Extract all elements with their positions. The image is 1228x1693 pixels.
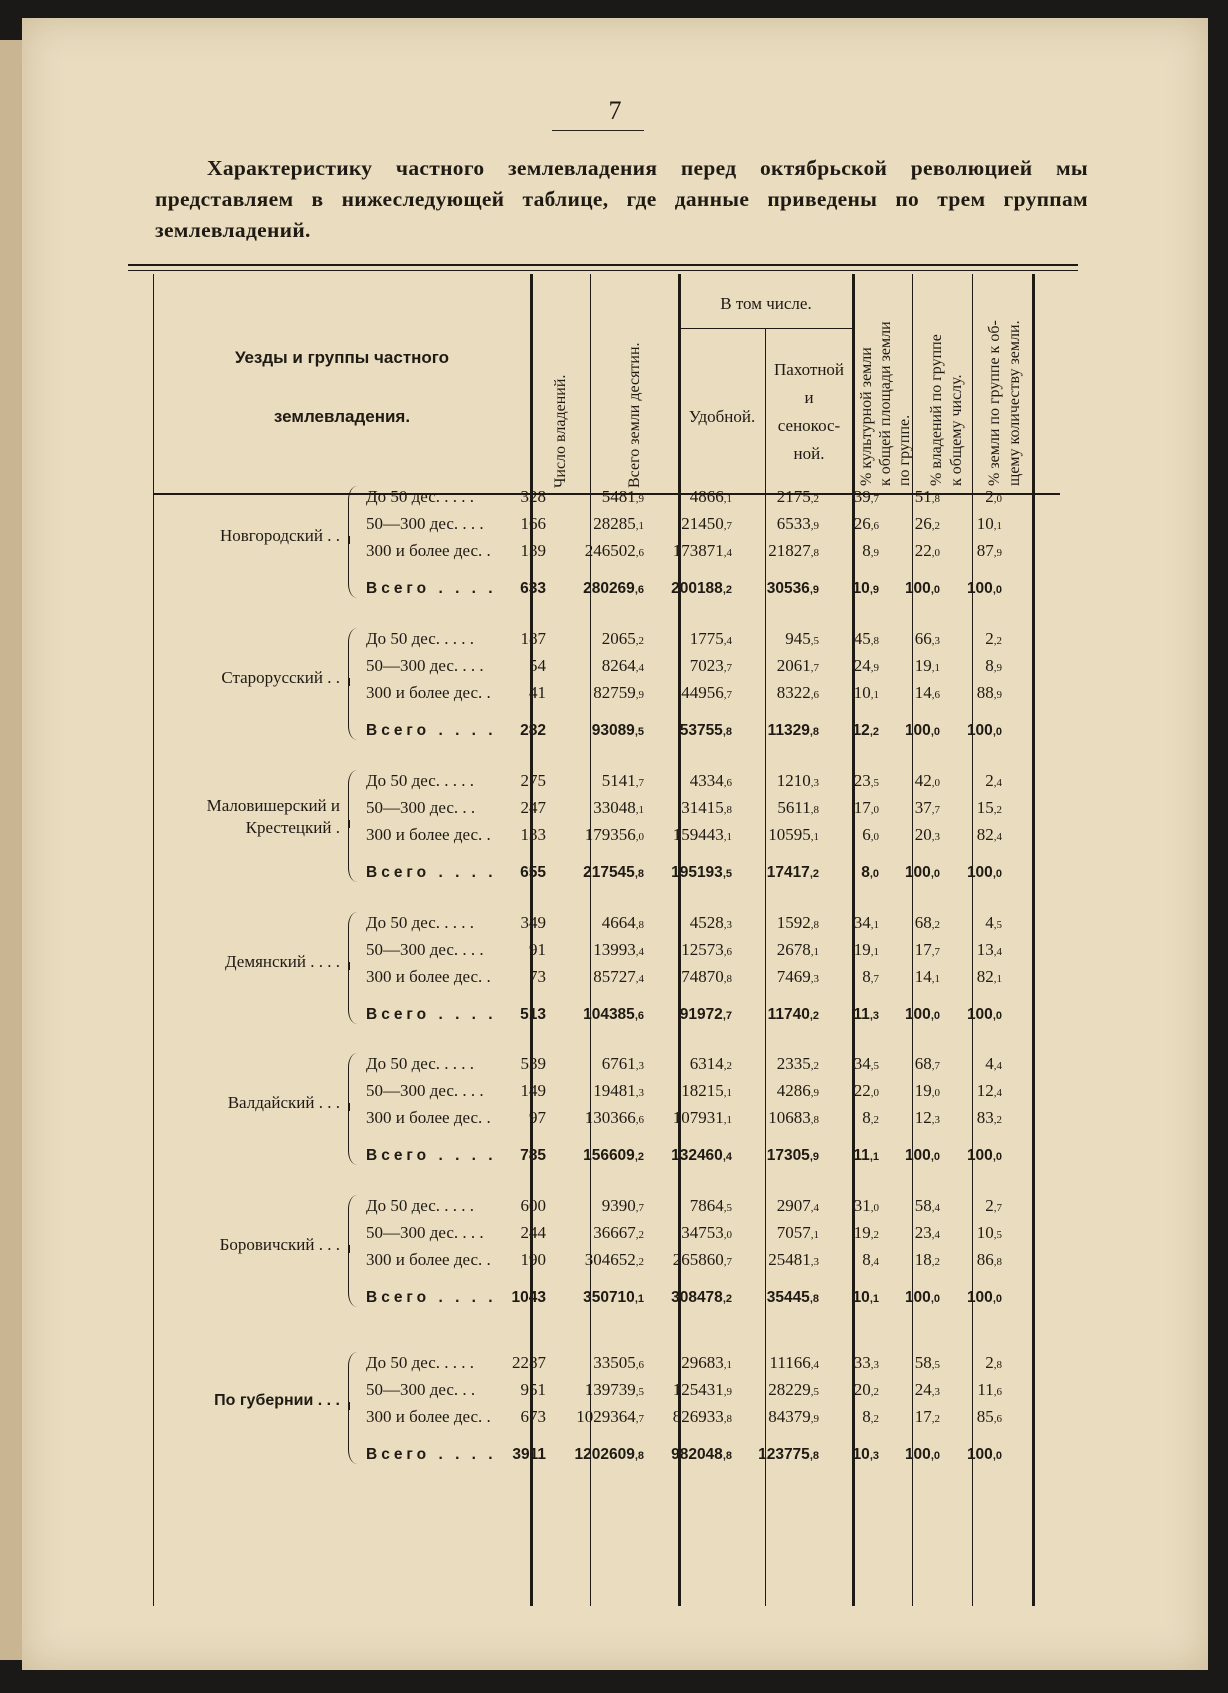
- header-holdings-count: Число владений.: [552, 374, 569, 488]
- table-row: [22, 1220, 1208, 1246]
- header-region-1: Уезды и группы частного: [234, 348, 450, 367]
- group-label: 300 и более дес. .: [366, 683, 491, 702]
- col-arable: 6314,2: [689, 1054, 732, 1073]
- col-plowed: 7057,1: [776, 1223, 819, 1242]
- region-name: Старорусский . .: [221, 668, 340, 687]
- col-pct-land: 12,4: [976, 1081, 1002, 1100]
- group-label: 50—300 дес. . . .: [366, 1081, 484, 1100]
- col-total: 280269,6: [583, 580, 644, 597]
- col-pct-holdings: 19,1: [914, 656, 940, 675]
- table-row: [22, 1193, 1208, 1219]
- group-label: До 50 дес. . . . .: [366, 1054, 475, 1073]
- col-total: 28285,1: [593, 514, 644, 533]
- group-label: Всего . . . .: [366, 722, 497, 739]
- page-number-rule: [552, 130, 644, 131]
- table-row: [22, 680, 1208, 706]
- col-pct-land: 2,0: [985, 487, 1002, 506]
- col-holdings: 97: [529, 1108, 546, 1127]
- intro-text: Характеристику частного землевладения перед октябрьской революцией мы представляем в нижеследующей таблице, где данные приведены по трем группам землевладений.: [155, 156, 1088, 242]
- col-plowed: 1210,3: [776, 771, 819, 790]
- col-pct-land: 2,8: [985, 1353, 1002, 1372]
- col-pct-land: 100,0: [966, 864, 1002, 881]
- col-plowed: 6533,9: [776, 514, 819, 533]
- header-pct-cultured-1: % культурной земли: [858, 347, 875, 486]
- col-pct-cultured: 8,7: [862, 967, 879, 986]
- col-pct-holdings: 100,0: [904, 580, 940, 597]
- col-pct-holdings: 100,0: [904, 864, 940, 881]
- col-pct-holdings: 100,0: [904, 1006, 940, 1023]
- col-pct-holdings: 66,3: [914, 629, 940, 648]
- col-total: 5141,7: [601, 771, 644, 790]
- table-row: [22, 1404, 1208, 1430]
- group-label: До 50 дес. . . . .: [366, 1196, 475, 1215]
- col-holdings: 951: [520, 1380, 546, 1399]
- group-label: До 50 дес. . . . .: [366, 913, 475, 932]
- col-pct-land: 100,0: [966, 1006, 1002, 1023]
- col-arable: 159443,1: [672, 825, 732, 844]
- col-plowed: 4286,9: [776, 1081, 819, 1100]
- table-row-total: [22, 718, 1208, 744]
- col-total: 104385,6: [583, 1006, 644, 1023]
- col-pct-cultured: 8,9: [862, 541, 879, 560]
- col-arable: 74870,8: [681, 967, 732, 986]
- table-row: [22, 1377, 1208, 1403]
- table-row-total: [22, 860, 1208, 886]
- col-pct-holdings: 58,4: [914, 1196, 940, 1215]
- col-plowed: 17417,2: [766, 864, 819, 881]
- col-pct-holdings: 68,2: [914, 913, 940, 932]
- col-arable: 107931,1: [672, 1108, 732, 1127]
- table-row: [22, 937, 1208, 963]
- col-arable: 982048,8: [671, 1446, 732, 1463]
- col-pct-cultured: 23,5: [853, 771, 879, 790]
- col-total: 2065,2: [601, 629, 644, 648]
- col-pct-land: 2,7: [985, 1196, 1002, 1215]
- col-plowed: 2175,2: [776, 487, 819, 506]
- col-pct-land: 13,4: [976, 940, 1002, 959]
- col-pct-holdings: 42,0: [914, 771, 940, 790]
- table-row-total: [22, 1442, 1208, 1468]
- region-name: Демянский . . . .: [224, 952, 340, 971]
- col-holdings: 328: [520, 487, 546, 506]
- col-holdings: 133: [520, 825, 546, 844]
- col-pct-cultured: 26,6: [853, 514, 879, 533]
- col-plowed: 11329,8: [767, 722, 819, 739]
- col-pct-holdings: 18,2: [914, 1250, 940, 1269]
- col-arable: 826933,8: [672, 1407, 732, 1426]
- table-row: [22, 1247, 1208, 1273]
- col-pct-cultured: 10,3: [852, 1446, 879, 1463]
- col-pct-cultured: 22,0: [853, 1081, 879, 1100]
- col-total: 130366,6: [584, 1108, 644, 1127]
- table-top-rule-thin: [128, 270, 1078, 271]
- group-label: 300 и более дес. .: [366, 967, 491, 986]
- col-total: 1202609,8: [574, 1446, 644, 1463]
- col-holdings: 539: [520, 1054, 546, 1073]
- col-pct-holdings: 14,1: [914, 967, 940, 986]
- header-plowed-4: ной.: [793, 444, 825, 463]
- col-pct-land: 4,4: [985, 1054, 1002, 1073]
- col-total: 9390,7: [601, 1196, 644, 1215]
- col-plowed: 25481,3: [768, 1250, 819, 1269]
- col-arable: 4528,3: [689, 913, 732, 932]
- header-pct-land-1: % земли по группе к об-: [986, 320, 1003, 486]
- col-pct-land: 83,2: [976, 1108, 1002, 1127]
- col-plowed: 2907,4: [776, 1196, 819, 1215]
- col-total: 33048,1: [593, 798, 644, 817]
- col-holdings: 91: [529, 940, 546, 959]
- group-label: 50—300 дес. . . .: [366, 1223, 484, 1242]
- col-total: 246502,6: [584, 541, 644, 560]
- region-name-line2: Крестецкий .: [245, 818, 340, 837]
- group-label: 300 и более дес. .: [366, 1250, 491, 1269]
- col-total: 33505,6: [593, 1353, 644, 1372]
- col-pct-cultured: 8,0: [861, 864, 879, 881]
- col-pct-land: 82,4: [976, 825, 1002, 844]
- table-row: [22, 1350, 1208, 1376]
- col-arable: 29683,1: [681, 1353, 732, 1372]
- col-pct-holdings: 14,6: [914, 683, 940, 702]
- col-arable: 173871,4: [672, 541, 732, 560]
- col-plowed: 2678,1: [776, 940, 819, 959]
- col-plowed: 8322,6: [776, 683, 819, 702]
- table-row: [22, 1051, 1208, 1077]
- col-pct-holdings: 22,0: [914, 541, 940, 560]
- col-holdings: 41: [529, 683, 546, 702]
- table-row: [22, 964, 1208, 990]
- col-pct-cultured: 8,4: [862, 1250, 879, 1269]
- col-arable: 44956,7: [681, 683, 732, 702]
- col-pct-land: 10,5: [976, 1223, 1002, 1242]
- col-pct-cultured: 10,9: [852, 580, 879, 597]
- col-plowed: 945,5: [785, 629, 819, 648]
- group-label: До 50 дес. . . . .: [366, 1353, 475, 1372]
- col-arable: 308478,2: [671, 1289, 732, 1306]
- col-pct-holdings: 23,4: [914, 1223, 940, 1242]
- col-pct-land: 8,9: [985, 656, 1002, 675]
- subheader-rule: [678, 328, 854, 329]
- group-label: Всего . . . .: [366, 1006, 497, 1023]
- col-total: 6761,3: [601, 1054, 644, 1073]
- table-row: [22, 511, 1208, 537]
- col-holdings: 282: [520, 722, 546, 739]
- table-row: [22, 910, 1208, 936]
- table-row: [22, 822, 1208, 848]
- col-holdings: 275: [520, 771, 546, 790]
- col-pct-land: 2,2: [985, 629, 1002, 648]
- col-arable: 21450,7: [681, 514, 732, 533]
- col-arable: 4334,6: [689, 771, 732, 790]
- col-plowed: 11166,4: [769, 1353, 819, 1372]
- intro-paragraph: [155, 153, 1088, 246]
- col-arable: 34753,0: [681, 1223, 732, 1242]
- col-total: 156609,2: [583, 1147, 644, 1164]
- region-name: Валдайский . . .: [227, 1093, 340, 1112]
- col-pct-land: 100,0: [966, 580, 1002, 597]
- table-row: [22, 768, 1208, 794]
- group-label: 50—300 дес. . .: [366, 1380, 476, 1399]
- col-plowed: 11740,2: [767, 1006, 819, 1023]
- group-label: До 50 дес. . . . .: [366, 629, 475, 648]
- col-holdings: 655: [520, 864, 546, 881]
- header-pct-holdings-1: % владений по группе: [928, 334, 945, 486]
- col-pct-cultured: 12,2: [852, 722, 879, 739]
- group-label: До 50 дес. . . . .: [366, 487, 475, 506]
- col-pct-cultured: 19,1: [853, 940, 879, 959]
- col-holdings: 600: [520, 1196, 546, 1215]
- group-label: 300 и более дес. .: [366, 1108, 491, 1127]
- col-plowed: 5611,8: [777, 798, 819, 817]
- col-holdings: 166: [520, 514, 546, 533]
- col-arable: 125431,9: [672, 1380, 732, 1399]
- col-pct-land: 100,0: [966, 1446, 1002, 1463]
- col-pct-cultured: 39,7: [853, 487, 879, 506]
- col-arable: 7864,5: [689, 1196, 732, 1215]
- col-pct-cultured: 34,1: [853, 913, 879, 932]
- col-pct-land: 82,1: [976, 967, 1002, 986]
- page-number: 7: [608, 96, 622, 125]
- col-total: 1029364,7: [576, 1407, 644, 1426]
- col-plowed: 7469,3: [776, 967, 819, 986]
- col-total: 85727,4: [593, 967, 644, 986]
- col-total: 13993,4: [593, 940, 644, 959]
- table-row: [22, 626, 1208, 652]
- header-region-2: землевладения.: [273, 407, 411, 426]
- header-plowed-1: Пахотной: [773, 360, 845, 379]
- col-pct-cultured: 33,3: [853, 1353, 879, 1372]
- col-pct-holdings: 58,5: [914, 1353, 940, 1372]
- col-pct-holdings: 100,0: [904, 1446, 940, 1463]
- col-pct-land: 4,5: [985, 913, 1002, 932]
- col-arable: 91972,7: [679, 1006, 732, 1023]
- col-pct-land: 2,4: [985, 771, 1002, 790]
- left-page-edge: [0, 40, 24, 1660]
- col-pct-holdings: 19,0: [914, 1081, 940, 1100]
- col-pct-holdings: 100,0: [904, 1147, 940, 1164]
- group-label: Всего . . . .: [366, 580, 497, 597]
- group-label: 50—300 дес. . . .: [366, 514, 484, 533]
- col-plowed: 2335,2: [776, 1054, 819, 1073]
- region-name: Боровичский . . .: [219, 1235, 340, 1254]
- col-arable: 53755,8: [679, 722, 732, 739]
- col-holdings: 673: [520, 1407, 546, 1426]
- group-label: До 50 дес. . . . .: [366, 771, 475, 790]
- header-plowed-3: сенокос-: [777, 416, 841, 435]
- region-name: По губернии . . .: [214, 1392, 340, 1409]
- col-pct-land: 100,0: [966, 722, 1002, 739]
- col-pct-land: 88,9: [976, 683, 1002, 702]
- col-total: 304652,2: [584, 1250, 644, 1269]
- document-page: [22, 18, 1208, 1670]
- col-total: 350710,1: [583, 1289, 644, 1306]
- col-pct-land: 100,0: [966, 1289, 1002, 1306]
- col-total: 217545,8: [583, 864, 644, 881]
- col-arable: 195193,5: [671, 864, 732, 881]
- col-total: 36667,2: [593, 1223, 644, 1242]
- col-total: 19481,3: [593, 1081, 644, 1100]
- col-plowed: 1592,8: [776, 913, 819, 932]
- header-pct-cultured-2: к общей площади земли: [877, 321, 894, 486]
- col-total: 82759,9: [593, 683, 644, 702]
- col-plowed: 123775,8: [758, 1446, 819, 1463]
- col-pct-cultured: 19,2: [853, 1223, 879, 1242]
- col-pct-holdings: 20,3: [914, 825, 940, 844]
- col-pct-cultured: 24,9: [853, 656, 879, 675]
- col-pct-cultured: 17,0: [853, 798, 879, 817]
- col-pct-holdings: 12,3: [914, 1108, 940, 1127]
- col-pct-land: 86,8: [976, 1250, 1002, 1269]
- col-holdings: 73: [529, 967, 546, 986]
- table-row: [22, 1105, 1208, 1131]
- col-plowed: 30536,9: [766, 580, 819, 597]
- col-holdings: 3911: [512, 1446, 546, 1463]
- group-label: Всего . . . .: [366, 864, 497, 881]
- col-arable: 265860,7: [672, 1250, 732, 1269]
- col-pct-land: 10,1: [976, 514, 1002, 533]
- col-plowed: 21827,8: [768, 541, 819, 560]
- col-total: 8264,4: [601, 656, 644, 675]
- col-holdings: 2287: [512, 1353, 546, 1372]
- col-arable: 4866,1: [689, 487, 732, 506]
- table-row-total: [22, 1002, 1208, 1028]
- col-pct-holdings: 17,7: [914, 940, 940, 959]
- table-row: [22, 484, 1208, 510]
- col-pct-holdings: 37,7: [914, 798, 940, 817]
- col-pct-holdings: 100,0: [904, 1289, 940, 1306]
- col-pct-holdings: 100,0: [904, 722, 940, 739]
- col-holdings: 149: [520, 1081, 546, 1100]
- col-plowed: 35445,8: [766, 1289, 819, 1306]
- col-pct-cultured: 45,8: [853, 629, 879, 648]
- col-plowed: 84379,9: [768, 1407, 819, 1426]
- col-holdings: 247: [520, 798, 546, 817]
- col-total: 4664,8: [601, 913, 644, 932]
- col-pct-land: 11,6: [977, 1380, 1002, 1399]
- col-pct-holdings: 68,7: [914, 1054, 940, 1073]
- region-name: Новгородский . .: [219, 526, 340, 545]
- col-plowed: 10683,8: [768, 1108, 819, 1127]
- col-holdings: 349: [520, 913, 546, 932]
- col-pct-land: 87,9: [976, 541, 1002, 560]
- group-label: 300 и более дес. .: [366, 825, 491, 844]
- col-holdings: 1043: [511, 1289, 546, 1306]
- col-pct-cultured: 11,3: [853, 1006, 879, 1023]
- table-row: [22, 653, 1208, 679]
- col-holdings: 633: [520, 580, 546, 597]
- col-pct-cultured: 8,2: [862, 1108, 879, 1127]
- header-arable: Удобной.: [688, 407, 756, 426]
- group-label: 50—300 дес. . .: [366, 798, 476, 817]
- col-pct-cultured: 8,2: [862, 1407, 879, 1426]
- col-pct-cultured: 20,2: [853, 1380, 879, 1399]
- col-pct-land: 100,0: [966, 1147, 1002, 1164]
- group-label: 300 и более дес. .: [366, 1407, 491, 1426]
- col-holdings: 785: [520, 1147, 546, 1164]
- col-pct-land: 15,2: [976, 798, 1002, 817]
- col-plowed: 28229,5: [768, 1380, 819, 1399]
- col-pct-cultured: 10,1: [852, 1289, 879, 1306]
- col-holdings: 244: [520, 1223, 546, 1242]
- col-arable: 200188,2: [671, 580, 732, 597]
- col-arable: 1775,4: [689, 629, 732, 648]
- col-holdings: 54: [529, 656, 546, 675]
- group-label: 300 и более дес. .: [366, 541, 491, 560]
- col-total: 179356,0: [584, 825, 644, 844]
- col-total: 139739,5: [584, 1380, 644, 1399]
- col-pct-cultured: 34,5: [853, 1054, 879, 1073]
- col-holdings: 513: [520, 1006, 546, 1023]
- col-pct-holdings: 51,8: [914, 487, 940, 506]
- table-row: [22, 795, 1208, 821]
- group-label: Всего . . . .: [366, 1289, 497, 1306]
- col-arable: 12573,6: [681, 940, 732, 959]
- table-row-total: [22, 1143, 1208, 1169]
- group-label: 50—300 дес. . . .: [366, 656, 484, 675]
- col-plowed: 17305,9: [766, 1147, 819, 1164]
- col-plowed: 10595,1: [768, 825, 819, 844]
- col-holdings: 190: [520, 1250, 546, 1269]
- header-total-land: Всего земли десятин.: [626, 342, 643, 488]
- col-pct-holdings: 17,2: [914, 1407, 940, 1426]
- col-arable: 7023,7: [689, 656, 732, 675]
- table-row: [22, 1078, 1208, 1104]
- col-pct-holdings: 24,3: [914, 1380, 940, 1399]
- col-pct-cultured: 6,0: [862, 825, 879, 844]
- col-arable: 31415,8: [681, 798, 732, 817]
- col-pct-cultured: 11,1: [853, 1147, 879, 1164]
- col-pct-cultured: 10,1: [853, 683, 879, 702]
- group-label: Всего . . . .: [366, 1147, 497, 1164]
- col-total: 93089,5: [591, 722, 644, 739]
- col-pct-cultured: 31,0: [853, 1196, 879, 1215]
- table-row-total: [22, 1285, 1208, 1311]
- group-label: 50—300 дес. . . .: [366, 940, 484, 959]
- col-holdings: 187: [520, 629, 546, 648]
- table-row: [22, 538, 1208, 564]
- header-including: В том числе.: [720, 294, 812, 313]
- region-name: Маловишерский и: [206, 796, 340, 815]
- table-top-rule: [128, 264, 1078, 266]
- col-plowed: 2061,7: [776, 656, 819, 675]
- header-plowed-2: и: [804, 388, 814, 407]
- header-pct-holdings-2: к общему числу.: [948, 374, 965, 486]
- table-row-total: [22, 576, 1208, 602]
- col-pct-land: 85,6: [976, 1407, 1002, 1426]
- col-arable: 18215,1: [681, 1081, 732, 1100]
- col-total: 5481,9: [601, 487, 644, 506]
- header-pct-land-2: щему количеству земли.: [1006, 320, 1023, 486]
- col-holdings: 139: [520, 541, 546, 560]
- col-arable: 132460,4: [671, 1147, 732, 1164]
- group-label: Всего . . . .: [366, 1446, 497, 1463]
- header-pct-cultured-3: по группе.: [896, 414, 913, 486]
- col-pct-holdings: 26,2: [914, 514, 940, 533]
